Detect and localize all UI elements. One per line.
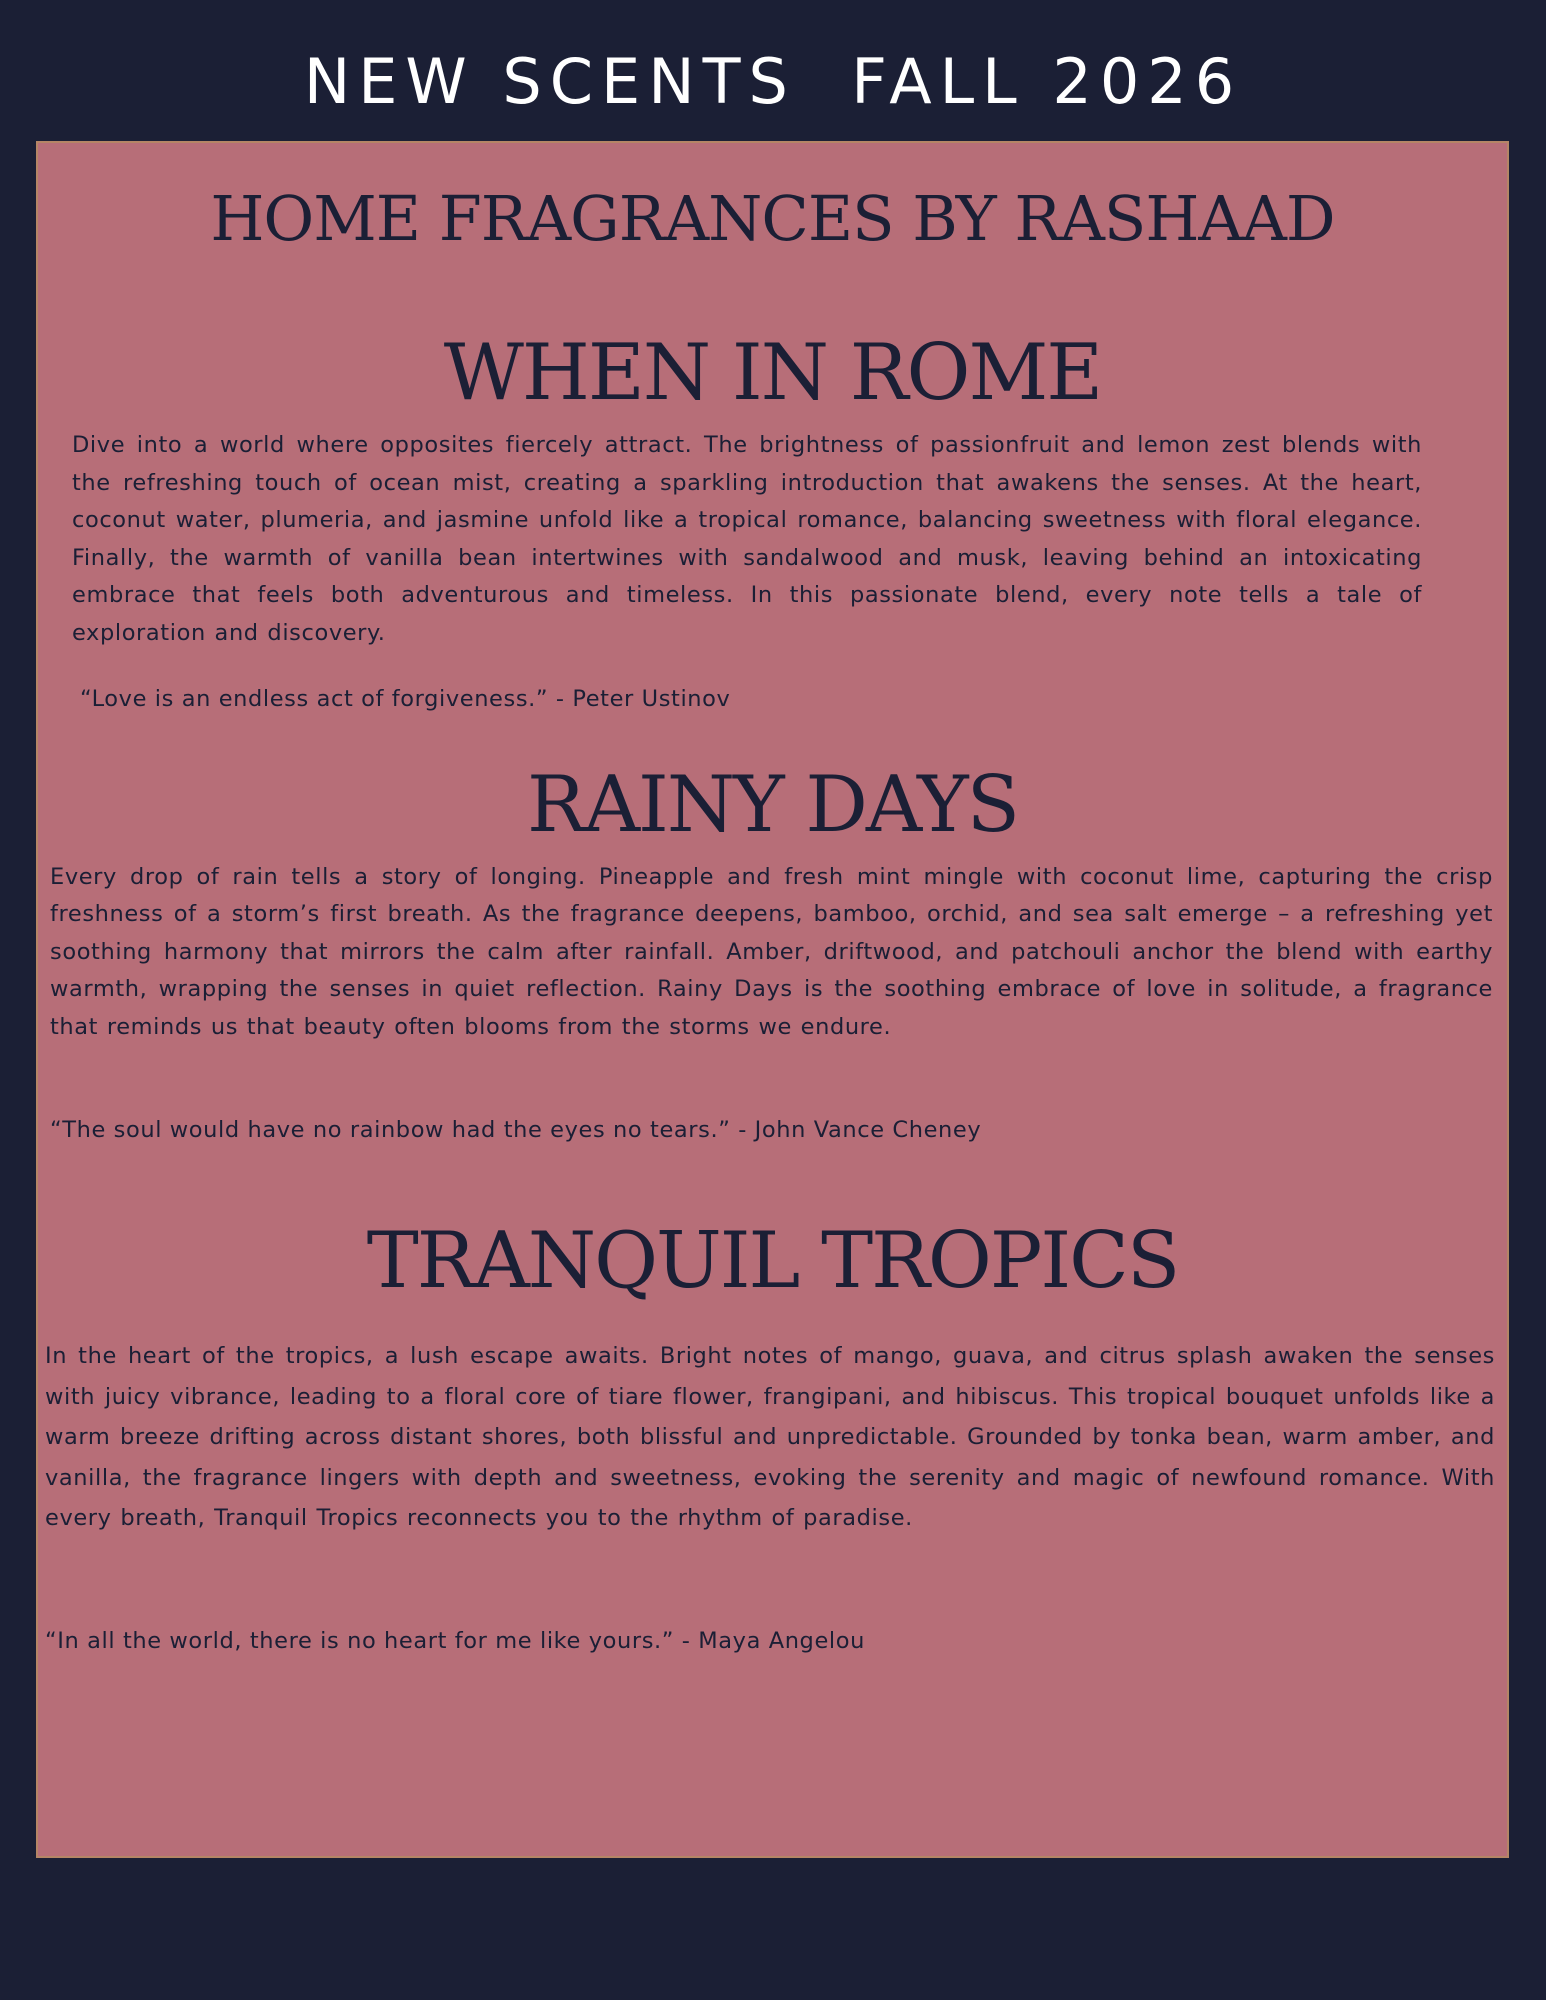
page-header-title: NEW SCENTS FALL 2026 xyxy=(303,45,1243,118)
section-description-when-in-rome: Dive into a world where opposites fiercely attract. The brightness of passionfruit and lemon zest blends with the refreshing touch of ocean mist, creating a sparkling introduction that awakens the senses. At the heart, coconut water, plumeria, and jasmine unfold like a tropical romance, balancing sweetness with floral elegance. Finally, the warmth of vanilla bean intertwines with sandalwood and musk, leaving behind an intoxicating embrace that feels both adventurous and timeless. In this passionate blend, every note tells a tale of exploration and discovery. xyxy=(72,432,1422,646)
section-description-rainy-days: Every drop of rain tells a story of longing. Pineapple and fresh mint mingle with coconut lime, capturing the crisp freshness of a storm’s first breath. As the fragrance deepens, bamboo, orchid, and sea salt emerge – a refreshing yet soothing harmony that mirrors the calm after rainfall. Amber, driftwood, and patchouli anchor the blend with earthy warmth, wrapping the senses in quiet reflection. Rainy Days is the soothing embrace of love in solitude, a fragrance that reminds us that beauty often blooms from the storms we endure. xyxy=(50,864,1493,1040)
section-quote-when-in-rome: “Love is an endless act of forgiveness.” - Peter Ustinov xyxy=(80,686,731,712)
section-title-when-in-rome: WHEN IN ROME xyxy=(443,328,1102,418)
section-quote-tranquil-tropics: “In all the world, there is no heart for me like yours.” - Maya Angelou xyxy=(45,1628,865,1654)
brand-title: HOME FRAGRANCES BY RASHAAD xyxy=(210,182,1335,255)
section-title-rainy-days: RAINY DAYS xyxy=(526,760,1019,850)
section-description-tranquil-tropics: In the heart of the tropics, a lush escape awaits. Bright notes of mango, guava, and citrus splash awaken the senses with juicy vibrance, leading to a floral core of tiare flower, frangipani, and hibiscus. This tropical bouquet unfolds like a warm breeze drifting across distant shores, both blissful and unpredictable. Grounded by tonka bean, warm amber, and vanilla, the fragrance lingers with depth and sweetness, evoking the serenity and magic of newfound romance. With every breath, Tranquil Tropics reconnects you to the rhythm of paradise. xyxy=(45,1343,1495,1531)
section-title-tranquil-tropics: TRANQUIL TROPICS xyxy=(366,1216,1179,1306)
content-panel xyxy=(36,141,1509,1858)
section-quote-rainy-days: “The soul would have no rainbow had the eyes no tears.” - John Vance Cheney xyxy=(50,1117,982,1143)
